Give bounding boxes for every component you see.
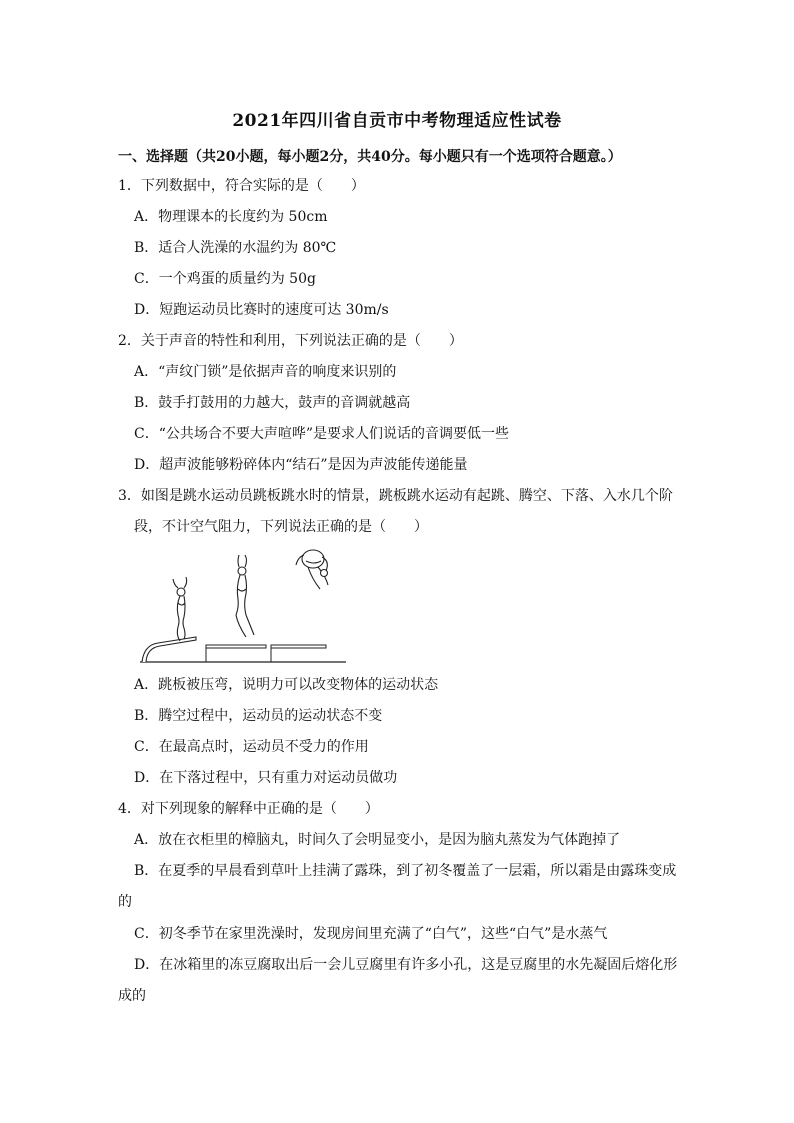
- diver-takeoff: [173, 577, 187, 641]
- question-2-option-c: C．“公共场合不要大声喧哗”是要求人们说话的音调要低一些: [134, 426, 510, 442]
- question-3-option-d: D．在下落过程中，只有重力对运动员做功: [134, 770, 398, 786]
- question-3-option-c: C．在最高点时，运动员不受力的作用: [134, 739, 369, 755]
- question-3-stem-line-1: 3．如图是跳水运动员跳板跳水时的情景，跳板跳水运动有起跳、腾空、下落、入水几个阶: [118, 488, 673, 504]
- question-3-stem-line-2: 段，不计空气阻力，下列说法正确的是（ ）: [134, 519, 428, 535]
- question-1-option-d: D．短跑运动员比赛时的速度可达 30m/s: [134, 302, 389, 318]
- flat-board-right: [271, 645, 326, 648]
- question-2-stem: 2．关于声音的特性和利用，下列说法正确的是（ ）: [118, 333, 463, 349]
- question-4-option-b-line-2: 的: [118, 894, 132, 910]
- question-4-option-a: A．放在衣柜里的樟脑丸，时间久了会明显变小，是因为脑丸蒸发为气体跑掉了: [134, 832, 621, 848]
- question-3-option-a: A．跳板被压弯，说明力可以改变物体的运动状态: [134, 677, 439, 693]
- diving-figure: [138, 545, 350, 665]
- question-4-option-b-line-1: B．在夏季的早晨看到草叶上挂满了露珠，到了初冬覆盖了一层霜，所以霜是由露珠变成: [134, 863, 677, 879]
- question-4-option-d-line-2: 成的: [118, 988, 146, 1004]
- question-2-option-d: D．超声波能够粉碎体内“结石”是因为声波能传递能量: [134, 457, 468, 473]
- question-4-stem: 4．对下列现象的解释中正确的是（ ）: [118, 801, 379, 817]
- question-3-option-b: B．腾空过程中，运动员的运动状态不变: [134, 708, 383, 724]
- question-1-option-c: C．一个鸡蛋的质量约为 50g: [134, 271, 316, 287]
- exam-title: 2021年四川省自贡市中考物理适应性试卷: [232, 111, 562, 131]
- question-4-option-d-line-1: D．在冰箱里的冻豆腐取出后一会儿豆腐里有许多小孔，这是豆腐里的水先凝固后熔化形: [134, 957, 678, 973]
- flat-board-middle: [206, 645, 266, 648]
- diver-pike: [296, 550, 328, 589]
- question-2-option-a: A．“声纹门锁”是依据声音的响度来识别的: [134, 364, 397, 380]
- question-4-option-c: C．初冬季节在家里洗澡时，发现房间里充满了“白气”，这些“白气”是水蒸气: [134, 926, 608, 942]
- diver-flight: [236, 555, 254, 637]
- question-1-option-a: A．物理课本的长度约为 50cm: [134, 209, 328, 225]
- section-heading: 一、选择题（共20小题，每小题2分，共40分。每小题只有一个选项符合题意。）: [118, 149, 622, 165]
- question-1-stem: 1．下列数据中，符合实际的是（ ）: [118, 178, 365, 194]
- question-1-option-b: B．适合人洗澡的水温约为 80℃: [134, 240, 337, 256]
- bent-springboard: [142, 637, 196, 662]
- question-2-option-b: B．鼓手打鼓用的力越大，鼓声的音调就越高: [134, 395, 411, 411]
